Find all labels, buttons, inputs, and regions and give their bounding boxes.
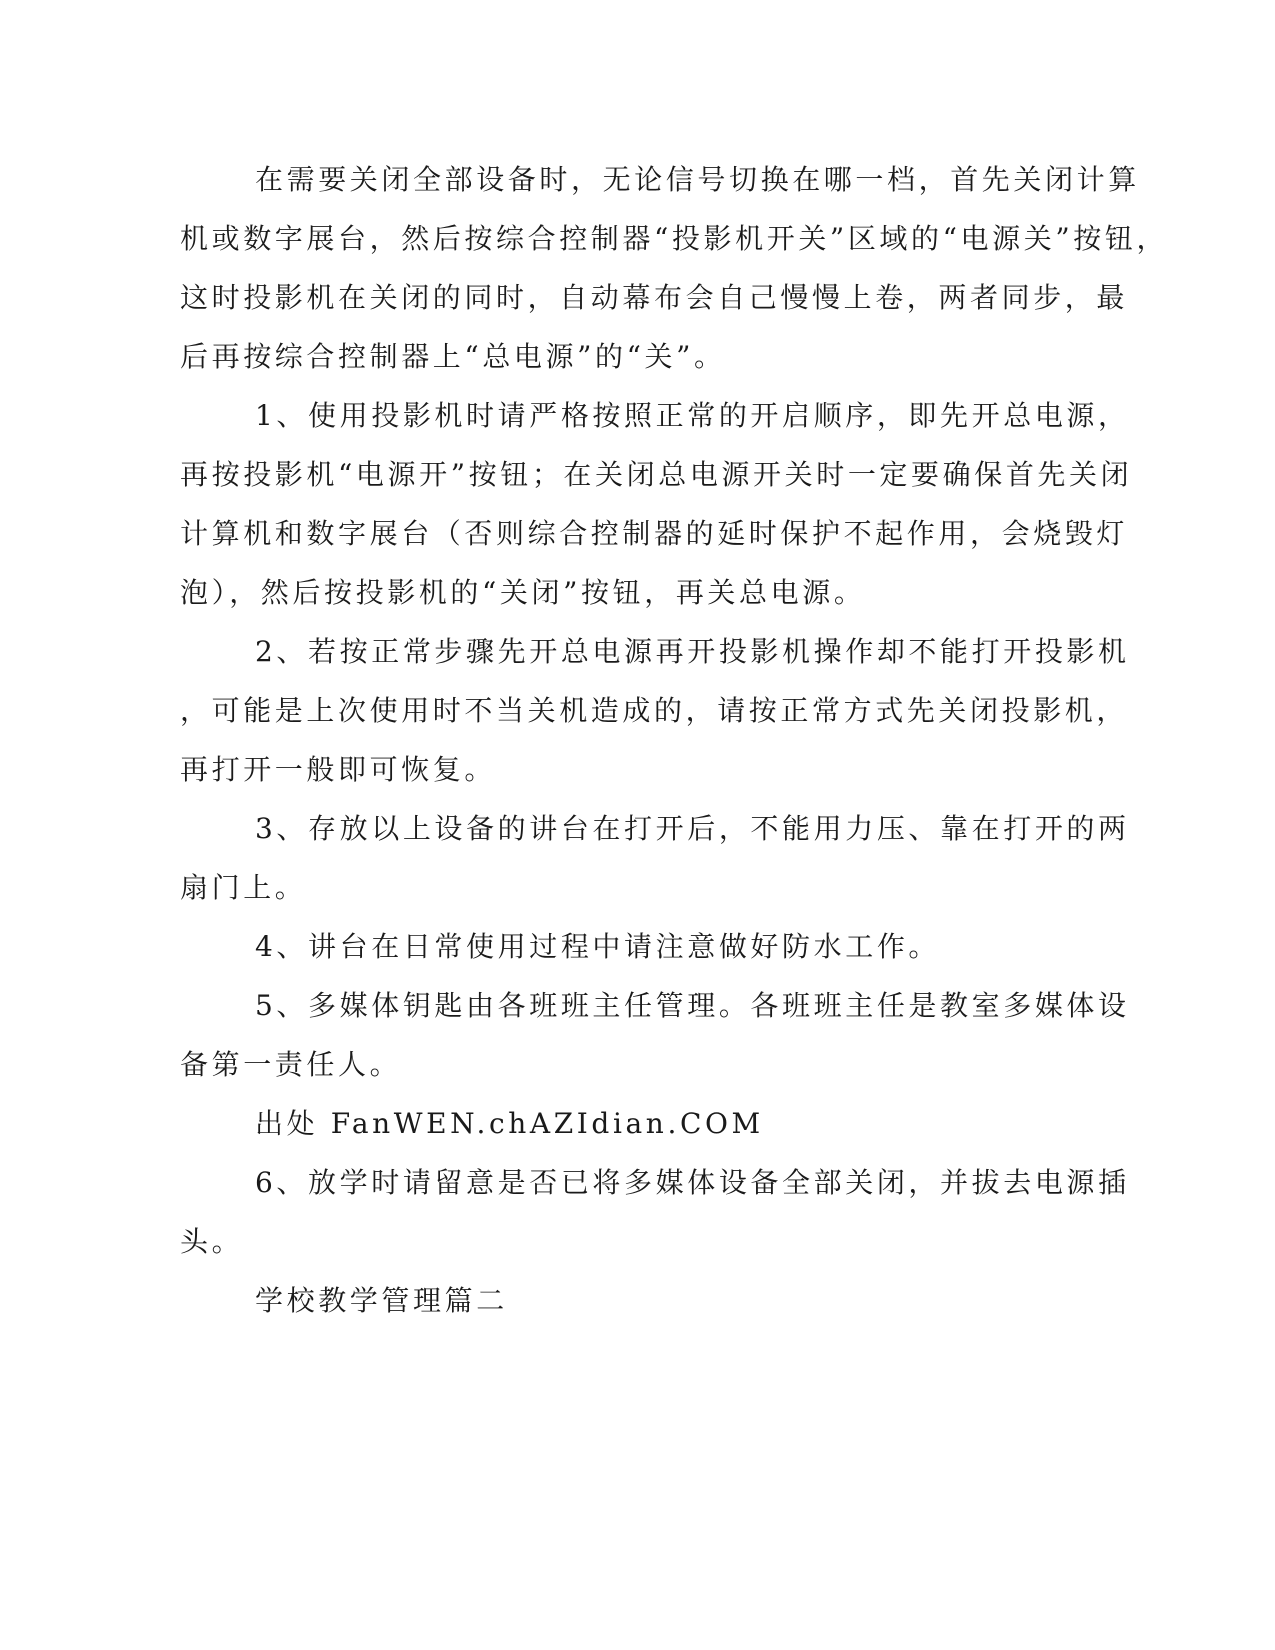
item-1-line-1: 1、使用投影机时请严格按照正常的开启顺序，即先开总电源， [255, 399, 1130, 432]
item-2-line-2: ，可能是上次使用时不当关机造成的，请按正常方式先关闭投影机， [180, 694, 1129, 727]
paragraph-intro-line-2: 机或数字展台，然后按综合控制器“投影机开关”区域的“电源关”按钮， [180, 222, 1169, 255]
item-5-line-1: 5、多媒体钥匙由各班班主任管理。各班班主任是教室多媒体设 [255, 989, 1130, 1022]
item-1-line-3: 计算机和数字展台（否则综合控制器的延时保护不起作用，会烧毁灯 [180, 517, 1129, 550]
item-6-line-2: 头。 [180, 1225, 244, 1258]
item-1-line-2: 再按投影机“电源开”按钮；在关闭总电源开关时一定要确保首先关闭 [180, 458, 1133, 491]
paragraph-intro-line-4: 后再按综合控制器上“总电源”的“关”。 [180, 340, 726, 373]
item-2-line-3: 再打开一般即可恢复。 [180, 753, 497, 786]
item-2-line-1: 2、若按正常步骤先开总电源再开投影机操作却不能打开投影机 [255, 635, 1130, 668]
item-3-line-2: 扇门上。 [180, 871, 307, 904]
section-heading: 学校教学管理篇二 [255, 1284, 508, 1317]
paragraph-intro-line-1: 在需要关闭全部设备时，无论信号切换在哪一档，首先关闭计算 [255, 163, 1140, 196]
source-line: 出处 FanWEN.chAZIdian.COM [255, 1107, 764, 1140]
item-4-line-1: 4、讲台在日常使用过程中请注意做好防水工作。 [255, 930, 941, 963]
paragraph-intro-line-3: 这时投影机在关闭的同时，自动幕布会自己慢慢上卷，两者同步，最 [180, 281, 1129, 314]
item-1-line-4: 泡），然后按投影机的“关闭”按钮，再关总电源。 [180, 576, 866, 609]
item-5-line-2: 备第一责任人。 [180, 1048, 402, 1081]
item-3-line-1: 3、存放以上设备的讲台在打开后，不能用力压、靠在打开的两 [255, 812, 1130, 845]
item-6-line-1: 6、放学时请留意是否已将多媒体设备全部关闭，并拔去电源插 [255, 1166, 1130, 1199]
